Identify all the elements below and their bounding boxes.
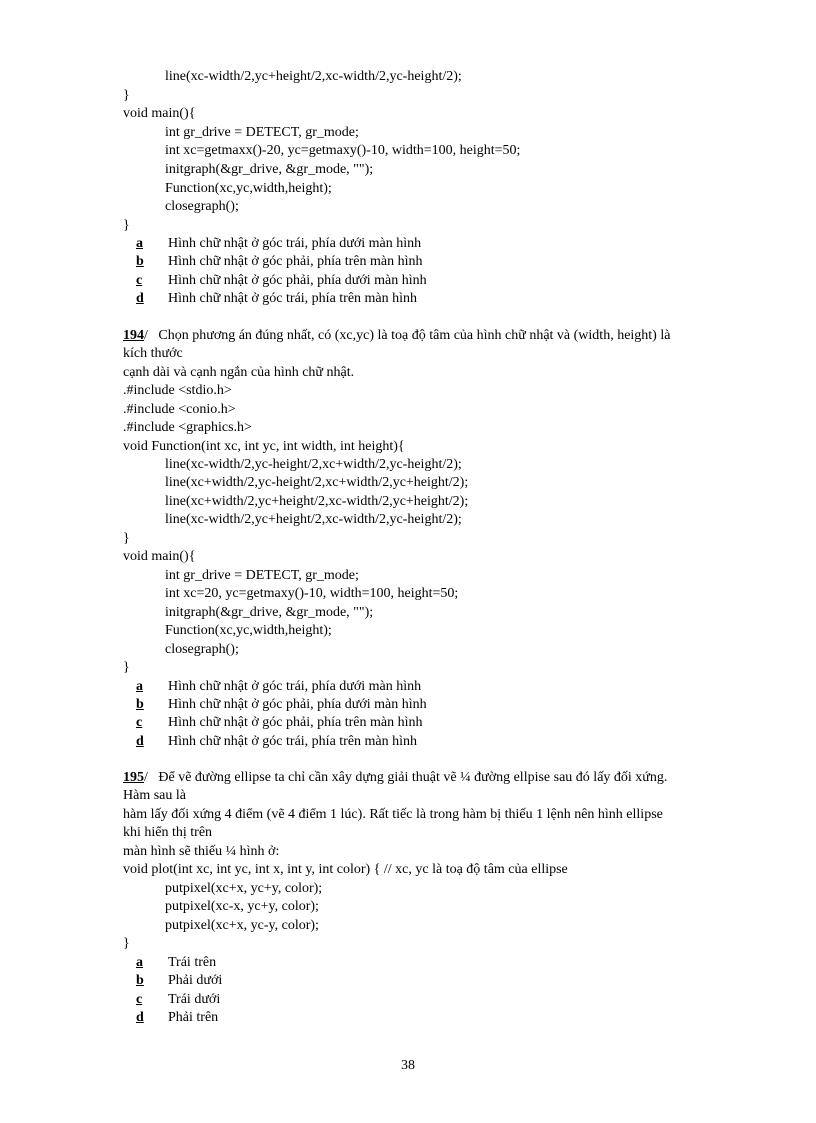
code-line: .#include <graphics.h> [123, 420, 252, 435]
code-line: line(xc-width/2,yc+height/2,xc-width/2,yc-height/2); [165, 69, 462, 84]
code-line: closegraph(); [165, 642, 239, 657]
option-letter: a [136, 679, 143, 694]
code-line: void main(){ [123, 549, 196, 564]
option-text: Trái dưới [168, 992, 221, 1007]
option-text: Hình chữ nhật ở góc trái, phía dưới màn hình [168, 236, 422, 251]
option-letter: b [136, 697, 144, 712]
option-text: Trái trên [168, 955, 217, 970]
answer-option-b[interactable] [136, 696, 427, 713]
option-letter: d [136, 734, 144, 749]
option-letter: c [136, 273, 143, 288]
option-text: Hình chữ nhật ở góc phải, phía dưới màn hình [168, 697, 427, 712]
code-line: putpixel(xc-x, yc+y, color); [165, 899, 319, 914]
option-letter: c [136, 715, 143, 730]
question-slash: / [144, 770, 148, 785]
code-line: void Function(int xc, int yc, int width, int height){ [123, 439, 405, 454]
code-line: line(xc+width/2,yc+height/2,xc-width/2,yc+height/2); [165, 494, 469, 509]
option-letter: d [136, 291, 144, 306]
option-text: Hình chữ nhật ở góc trái, phía trên màn hình [168, 291, 418, 306]
option-letter: c [136, 992, 143, 1007]
answer-option-a[interactable] [136, 678, 421, 695]
option-text: Hình chữ nhật ở góc phải, phía dưới màn hình [168, 273, 427, 288]
question-text: hàm lấy đối xứng 4 điểm (vẽ 4 điểm 1 lúc). Rất tiếc là trong hàm bị thiếu 1 lệnh nên hình ellipse [123, 807, 663, 822]
question-number: 194 [123, 328, 144, 343]
code-line: initgraph(&gr_drive, &gr_mode, ""); [165, 605, 374, 620]
option-letter: d [136, 1010, 144, 1025]
code-line: void plot(int xc, int yc, int x, int y, int color) { // xc, yc là toạ độ tâm của ellipse [123, 862, 568, 877]
code-line: int xc=getmaxx()-20, yc=getmaxy()-10, width=100, height=50; [165, 143, 521, 158]
code-line: line(xc-width/2,yc-height/2,xc+width/2,yc-height/2); [165, 457, 462, 472]
code-line: initgraph(&gr_drive, &gr_mode, ""); [165, 162, 374, 177]
answer-option-d[interactable] [136, 733, 417, 750]
code-line: int xc=20, yc=getmaxy()-10, width=100, height=50; [165, 586, 459, 601]
question-text: kích thước [123, 346, 183, 361]
answer-option-d[interactable] [136, 1009, 218, 1026]
option-text: Phải dưới [168, 973, 223, 988]
code-line: putpixel(xc+x, yc-y, color); [165, 918, 319, 933]
option-letter: b [136, 254, 144, 269]
answer-option-b[interactable] [136, 972, 222, 989]
code-line: line(xc+width/2,yc-height/2,xc+width/2,yc+height/2); [165, 475, 469, 490]
question-text: cạnh dài và cạnh ngắn của hình chữ nhật. [123, 365, 355, 380]
code-line: Function(xc,yc,width,height); [165, 181, 332, 196]
question-slash: / [144, 328, 148, 343]
code-line: } [123, 88, 130, 103]
answer-option-c[interactable] [136, 714, 423, 731]
page-number: 38 [401, 1058, 415, 1073]
option-text: Hình chữ nhật ở góc trái, phía trên màn hình [168, 734, 418, 749]
code-line: .#include <conio.h> [123, 402, 236, 417]
option-letter: b [136, 973, 144, 988]
code-line: } [123, 218, 130, 233]
question-text: màn hình sẽ thiếu ¼ hình ở: [123, 844, 280, 859]
answer-option-c[interactable] [136, 991, 220, 1008]
question-heading [123, 769, 667, 786]
code-line: void main(){ [123, 106, 196, 121]
question-text: Chọn phương án đúng nhất, có (xc,yc) là toạ độ tâm của hình chữ nhật và (width, height) là [158, 328, 671, 343]
question-number: 195 [123, 770, 144, 785]
option-text: Hình chữ nhật ở góc trái, phía dưới màn hình [168, 679, 422, 694]
answer-option-b[interactable] [136, 253, 423, 270]
code-line: int gr_drive = DETECT, gr_mode; [165, 568, 359, 583]
option-text: Hình chữ nhật ở góc phải, phía trên màn hình [168, 715, 423, 730]
code-line: int gr_drive = DETECT, gr_mode; [165, 125, 359, 140]
answer-option-d[interactable] [136, 290, 417, 307]
question-heading [123, 327, 670, 344]
code-line: closegraph(); [165, 199, 239, 214]
code-line: Function(xc,yc,width,height); [165, 623, 332, 638]
code-line: putpixel(xc+x, yc+y, color); [165, 881, 323, 896]
option-text: Phải trên [168, 1010, 219, 1025]
option-letter: a [136, 236, 143, 251]
answer-option-a[interactable] [136, 954, 216, 971]
question-text: Để vẽ đường ellipse ta chỉ cần xây dựng giải thuật vẽ ¼ đường ellpise sau đó lấy đối xứng. [158, 770, 668, 785]
option-letter: a [136, 955, 143, 970]
answer-option-a[interactable] [136, 235, 421, 252]
code-line: } [123, 936, 130, 951]
option-text: Hình chữ nhật ở góc phải, phía trên màn hình [168, 254, 423, 269]
code-line: line(xc-width/2,yc+height/2,xc-width/2,yc-height/2); [165, 512, 462, 527]
question-text: khi hiển thị trên [123, 825, 213, 840]
question-text: Hàm sau là [123, 788, 186, 803]
answer-option-c[interactable] [136, 272, 427, 289]
code-line: .#include <stdio.h> [123, 383, 232, 398]
code-line: } [123, 660, 130, 675]
code-line: } [123, 531, 130, 546]
